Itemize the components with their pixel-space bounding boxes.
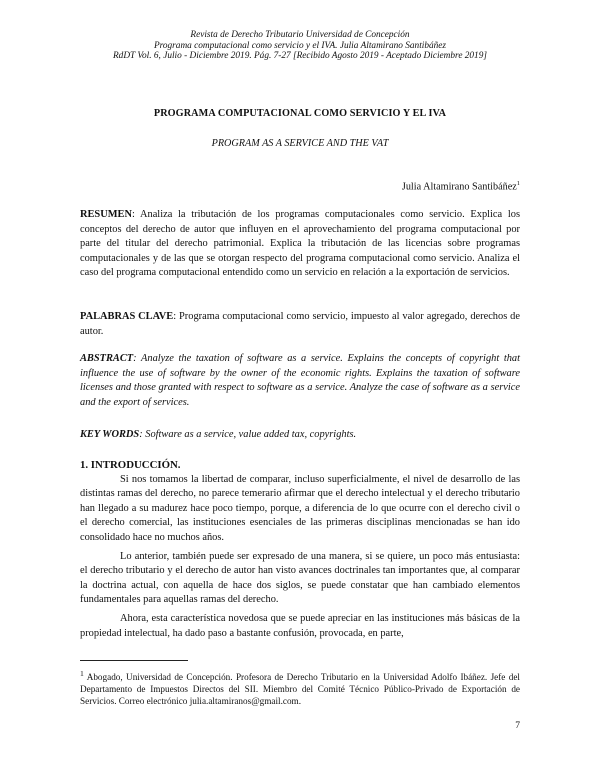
resumen-label: RESUMEN [80,209,132,220]
paragraph: Si nos tomamos la libertad de comparar, incluso superficialmente, el nivel de desarrollo de las distintas ramas del derecho, no parece temerario afirmar que el derecho intelectual y el derecho tributario han llegado a su madurez hace poco tiempo, porque, a diferencia de lo que ocurre con el derecho civil o el derecho comercial, las instituciones esenciales de las primeras disciplinas mencionadas se han ido consolidado hace no muchos años. [80,473,520,543]
abstract-label: ABSTRACT [80,353,134,364]
footnote-text: Abogado, Universidad de Concepción. Profesora de Derecho Tributario en la Universidad Adolfo Ibáñez. Jefe del Departamento de Impuestos Directos del SII. Miembro del Comité Técnico Público-Privado de Exportación de Servicios. Correo electrónico julia.altamiranos@gmail.com. [80,672,520,706]
key-words-text: : Software as a service, value added tax, copyrights. [139,429,357,440]
palabras-clave-label: PALABRAS CLAVE [80,311,174,322]
abstract-block [80,352,520,410]
abstract-text: : Analyze the taxation of software as a service. Explains the concepts of copyright that influence the use of software by the owner of the economic rights. Explains the taxation of software licenses and those granted with respect to software as a service. Analyze the case of software as a service and the export of services. [80,353,520,408]
footnote [80,668,520,707]
paragraph: Lo anterior, también puede ser expresado de una manera, si se quiere, un poco más entusiasta: el derecho tributario y el derecho de autor han visto avances doctrinales tan importantes que, al comparar la doctrina actual, con aquella de hace dos siglos, se puede constatar que han cambiado elementos fundamentales para aquellas ramas del derecho. [80,550,520,606]
palabras-clave-block [80,310,520,339]
resumen-text: : Analiza la tributación de los programas computacionales como servicio. Explica los conceptos del derecho de autor que influyen en el aprovechamiento del programa computacional por parte del titular del derecho patrimonial. Explica la tributación de las licencias sobre programas computacionales y de las que se otorgan respecto del programa computacional como servicio. Analiza el caso del programa computacional entendido como un servicio en relación a la exportación de servicios. [80,209,520,279]
running-header [80,30,520,62]
section-heading: 1. INTRODUCCIÓN. [80,459,181,471]
header-journal: Revista de Derecho Tributario Universidad de Concepción [190,30,410,40]
author-line [80,180,520,192]
page-number: 7 [515,720,520,731]
resumen-block [80,208,520,281]
paper-subtitle: PROGRAM AS A SERVICE AND THE VAT [211,138,389,149]
paper-title: PROGRAMA COMPUTACIONAL COMO SERVICIO Y EL IVA [153,108,447,119]
header-article: Programa computacional como servicio y el IVA. Julia Altamirano Santibáñez [153,40,447,51]
author-footnote-mark[interactable]: 1 [516,180,520,187]
header-citation: RdDT Vol. 6, Julio - Diciembre 2019. Pág. 7-27 [Recibido Agosto 2019 - Aceptado Diciembre 2019] [113,51,487,62]
paragraph: Ahora, esta característica novedosa que se puede apreciar en las instituciones más básicas de la propiedad intelectual, ha dado paso a bastante confusión, provocada, en parte, [80,612,520,639]
footnote-separator [80,660,188,661]
palabras-clave-text: : Programa computacional como servicio, impuesto al valor agregado, derechos de autor. [80,311,520,337]
key-words-label: KEY WORDS [80,429,140,440]
key-words-block [80,428,520,443]
section-introduccion [80,458,520,641]
footnote-mark: 1 [80,669,84,678]
author-name: Julia Altamirano Santibáñez [401,181,517,193]
